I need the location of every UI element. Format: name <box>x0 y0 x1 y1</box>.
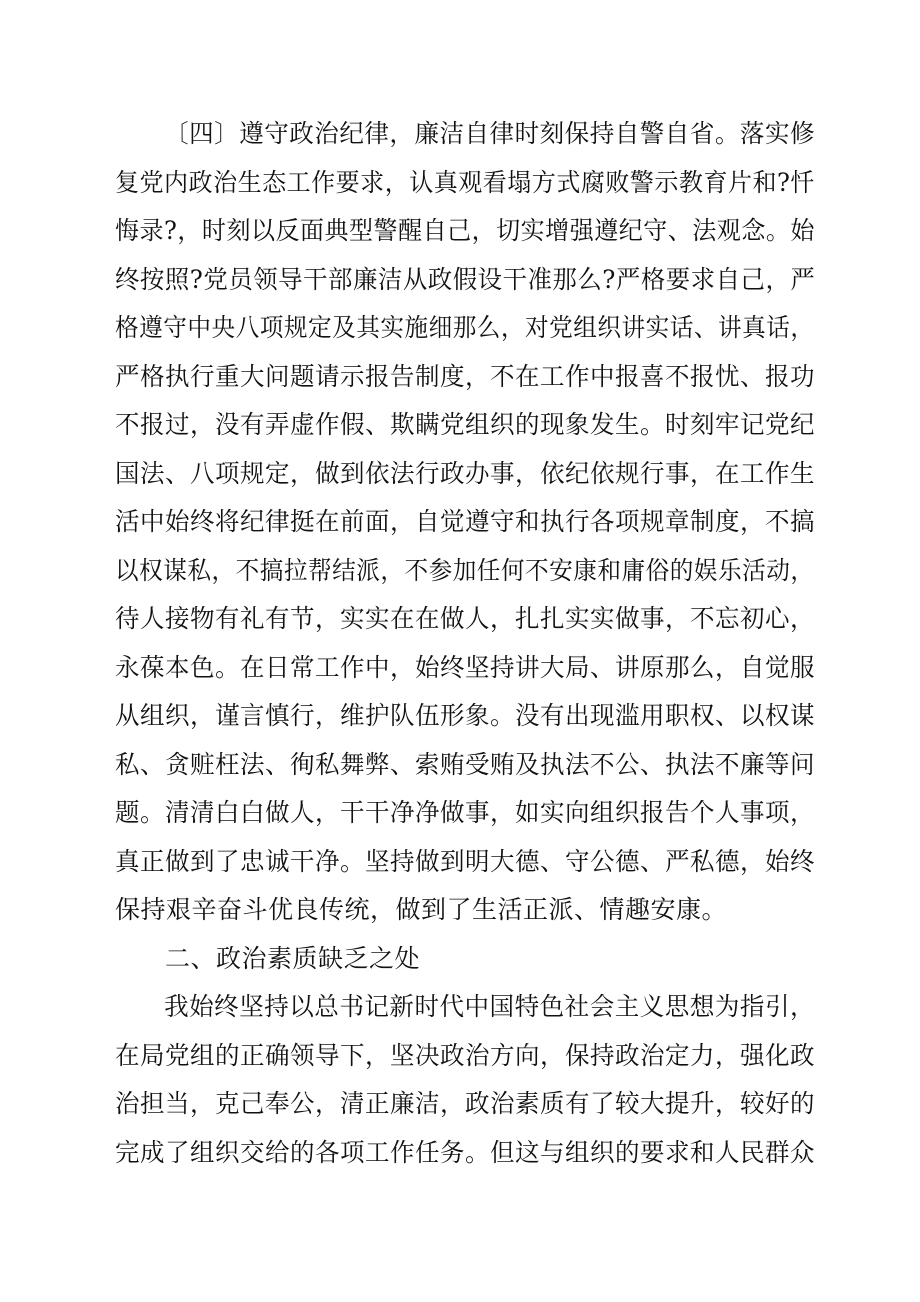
paragraph-line: 国法、八项规定，做到依法行政办事，依纪依规行事，在工作生 <box>115 458 816 488</box>
paragraph-line: 我始终坚持以总书记新时代中国特色社会主义思想为指引， <box>164 992 816 1021</box>
paragraph-line: 私、贪赃枉法、徇私舞弊、索贿受贿及执法不公、执法不廉等问 <box>115 749 816 779</box>
paragraph-line: 治担当，克己奉公，清正廉洁，政治素质有了较大提升，较好的 <box>115 1089 816 1118</box>
paragraph-line: 保持艰辛奋斗优良传统，做到了生活正派、情趣安康。 <box>115 895 728 924</box>
section-heading: 二、政治素质缺乏之处 <box>165 943 421 973</box>
paragraph-line: 复党内政治生态工作要求，认真观看塌方式腐败警示教育片和?忏 <box>115 167 815 197</box>
paragraph-line: 以权谋私，不搞拉帮结派，不参加任何不安康和庸俗的娱乐活动， <box>115 555 815 585</box>
paragraph-line: 题。清清白白做人，干干净净做事，如实向组织报告个人事项， <box>115 798 816 827</box>
paragraph-line: 永葆本色。在日常工作中，始终坚持讲大局、讲原那么，自觉服 <box>115 652 816 682</box>
paragraph-line: 完成了组织交给的各项工作任务。但这与组织的要求和人民群众 <box>115 1137 816 1167</box>
paragraph-line: 严格执行重大问题请示报告制度，不在工作中报喜不报忧、报功 <box>115 361 816 391</box>
paragraph-line: 在局党组的正确领导下，坚决政治方向，保持政治定力，强化政 <box>115 1040 816 1070</box>
document-body <box>115 110 815 1177</box>
paragraph-line: 终按照?党员领导干部廉洁从政假设干准那么?严格要求自己，严 <box>115 264 816 294</box>
paragraph-line: 活中始终将纪律挺在前面，自觉遵守和执行各项规章制度，不搞 <box>115 507 816 536</box>
paragraph-line: 悔录?，时刻以反面典型警醒自己，切实增强遵纪守、法观念。始 <box>115 216 815 245</box>
paragraph-line: 不报过，没有弄虚作假、欺瞒党组织的现象发生。时刻牢记党纪 <box>115 410 816 439</box>
paragraph-line: 〔四〕遵守政治纪律，廉洁自律时刻保持自警自省。落实修 <box>164 119 816 148</box>
paragraph-line: 待人接物有礼有节，实实在在做人，扎扎实实做事，不忘初心， <box>115 604 816 633</box>
paragraph-line: 从组织，谨言慎行，维护队伍形象。没有出现滥用职权、以权谋 <box>115 701 816 730</box>
paragraph-line: 格遵守中央八项规定及其实施细那么，对党组织讲实话、讲真话， <box>115 313 815 342</box>
paragraph-line: 真正做到了忠诚干净。坚持做到明大德、守公德、严私德，始终 <box>115 846 816 876</box>
